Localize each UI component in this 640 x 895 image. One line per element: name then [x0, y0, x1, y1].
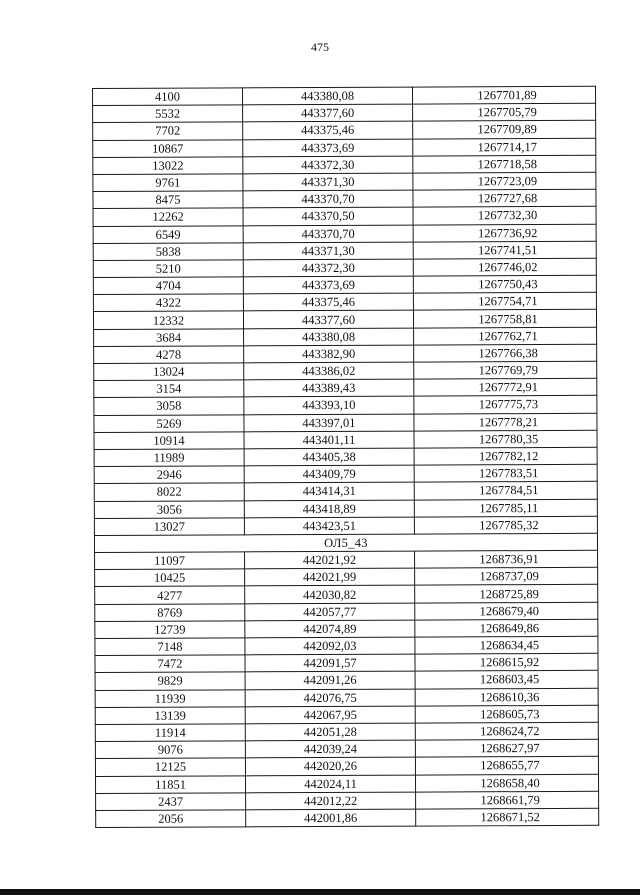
point-number-cell: 5210	[93, 260, 243, 278]
x-coordinate-cell: 442076,75	[245, 689, 415, 707]
point-number-cell: 7148	[95, 638, 245, 656]
y-coordinate-cell: 1267782,12	[414, 447, 597, 465]
x-coordinate-cell: 442001,86	[246, 809, 416, 827]
y-coordinate-cell: 1267783,51	[414, 464, 597, 482]
point-number-cell: 9761	[93, 174, 243, 192]
y-coordinate-cell: 1267750,43	[413, 275, 596, 293]
table-row	[93, 207, 596, 226]
table-row	[94, 327, 597, 346]
y-coordinate-cell: 1267714,17	[413, 138, 596, 156]
point-number-cell: 5269	[94, 414, 244, 432]
point-number-cell: 8475	[93, 191, 243, 209]
point-number-cell: 10914	[94, 432, 244, 450]
y-coordinate-cell: 1267769,79	[414, 361, 597, 379]
y-coordinate-cell: 1268615,92	[415, 653, 598, 671]
scan-bottom-edge	[0, 889, 640, 895]
table-row	[94, 361, 597, 380]
point-number-cell: 3684	[94, 328, 244, 346]
x-coordinate-cell: 442051,28	[245, 723, 415, 741]
point-number-cell: 9076	[95, 741, 245, 759]
point-number-cell: 3058	[94, 397, 244, 415]
y-coordinate-cell: 1267727,68	[413, 189, 596, 207]
y-coordinate-cell: 1267701,89	[412, 86, 595, 104]
y-coordinate-cell: 1268610,36	[415, 688, 598, 706]
x-coordinate-cell: 443373,69	[243, 139, 413, 157]
x-coordinate-cell: 443382,90	[244, 345, 414, 363]
point-number-cell: 8769	[95, 603, 245, 621]
y-coordinate-cell: 1268736,91	[415, 550, 598, 568]
x-coordinate-cell: 443377,60	[243, 104, 413, 122]
x-coordinate-cell: 443377,60	[243, 311, 413, 329]
point-number-cell: 4704	[93, 277, 243, 295]
x-coordinate-cell: 442024,11	[246, 775, 416, 793]
x-coordinate-cell: 443380,08	[244, 328, 414, 346]
point-number-cell: 3056	[94, 500, 244, 518]
table-row	[93, 189, 596, 208]
x-coordinate-cell: 442030,82	[245, 586, 415, 604]
table-row	[94, 516, 597, 535]
point-number-cell: 11939	[95, 689, 245, 707]
y-coordinate-cell: 1268679,40	[415, 602, 598, 620]
y-coordinate-cell: 1267741,51	[413, 241, 596, 259]
y-coordinate-cell: 1268627,97	[415, 739, 598, 757]
point-number-cell: 13024	[94, 363, 244, 381]
table-row	[93, 258, 596, 277]
x-coordinate-cell: 443386,02	[244, 362, 414, 380]
y-coordinate-cell: 1268649,86	[415, 619, 598, 637]
point-number-cell: 4100	[93, 88, 243, 106]
point-number-cell: 13139	[95, 707, 245, 725]
table-row	[93, 103, 596, 122]
table-row	[93, 224, 596, 243]
y-coordinate-cell: 1267780,35	[414, 430, 597, 448]
point-number-cell: 13022	[93, 157, 243, 175]
y-coordinate-cell: 1268737,09	[415, 568, 598, 586]
section-label: ОЛ5_43	[94, 533, 597, 552]
x-coordinate-cell: 443373,69	[243, 276, 413, 294]
y-coordinate-cell: 1268655,77	[415, 757, 598, 775]
table-row	[94, 464, 597, 483]
table-row	[95, 653, 598, 672]
point-number-cell: 12262	[93, 208, 243, 226]
y-coordinate-cell: 1267785,32	[414, 516, 597, 534]
page-number: 475	[311, 40, 329, 54]
y-coordinate-cell: 1267705,79	[413, 103, 596, 121]
point-number-cell: 12332	[93, 311, 243, 329]
x-coordinate-cell: 443380,08	[243, 87, 413, 105]
coordinates-table-container	[92, 86, 598, 828]
point-number-cell: 4278	[94, 346, 244, 364]
y-coordinate-cell: 1267784,51	[414, 482, 597, 500]
point-number-cell: 11989	[94, 449, 244, 467]
table-row	[93, 241, 596, 260]
x-coordinate-cell: 443423,51	[244, 517, 414, 535]
table-row	[95, 757, 598, 776]
y-coordinate-cell: 1268671,52	[416, 808, 599, 826]
table-row	[94, 499, 597, 518]
x-coordinate-cell: 442039,24	[245, 740, 415, 758]
table-row	[94, 447, 597, 466]
point-number-cell: 4322	[93, 294, 243, 312]
point-number-cell: 2056	[96, 810, 246, 828]
x-coordinate-cell: 442091,57	[245, 654, 415, 672]
x-coordinate-cell: 443418,89	[244, 500, 414, 518]
x-coordinate-cell: 443371,30	[243, 242, 413, 260]
table-row	[95, 602, 598, 621]
y-coordinate-cell: 1267746,02	[413, 258, 596, 276]
x-coordinate-cell: 442092,03	[245, 637, 415, 655]
x-coordinate-cell: 443375,46	[243, 293, 413, 311]
x-coordinate-cell: 443372,30	[243, 259, 413, 277]
y-coordinate-cell: 1267772,91	[414, 378, 597, 396]
table-row	[95, 739, 598, 758]
table-row	[93, 121, 596, 140]
point-number-cell: 6549	[93, 225, 243, 243]
x-coordinate-cell: 442021,92	[245, 551, 415, 569]
y-coordinate-cell: 1268658,40	[415, 774, 598, 792]
x-coordinate-cell: 443409,79	[244, 465, 414, 483]
table-row	[95, 568, 598, 587]
point-number-cell: 8022	[94, 483, 244, 501]
y-coordinate-cell: 1268634,45	[415, 636, 598, 654]
table-row	[96, 791, 599, 810]
x-coordinate-cell: 443405,38	[244, 448, 414, 466]
point-number-cell: 11914	[95, 724, 245, 742]
y-coordinate-cell: 1267754,71	[413, 293, 596, 311]
y-coordinate-cell: 1268624,72	[415, 722, 598, 740]
table-row	[95, 688, 598, 707]
point-number-cell: 13027	[94, 518, 244, 536]
table-row	[94, 396, 597, 415]
table-row	[96, 808, 599, 827]
point-number-cell: 10425	[95, 569, 245, 587]
x-coordinate-cell: 443370,50	[243, 207, 413, 225]
x-coordinate-cell: 443370,70	[243, 190, 413, 208]
point-number-cell: 5838	[93, 243, 243, 261]
y-coordinate-cell: 1267785,11	[414, 499, 597, 517]
y-coordinate-cell: 1267718,58	[413, 155, 596, 173]
table-row	[95, 636, 598, 655]
y-coordinate-cell: 1267778,21	[414, 413, 597, 431]
point-number-cell: 11097	[95, 552, 245, 570]
point-number-cell: 12739	[95, 621, 245, 639]
x-coordinate-cell: 443375,46	[243, 121, 413, 139]
y-coordinate-cell: 1267709,89	[413, 121, 596, 139]
table-row	[95, 722, 598, 741]
x-coordinate-cell: 443372,30	[243, 156, 413, 174]
point-number-cell: 7472	[95, 655, 245, 673]
x-coordinate-cell: 442074,89	[245, 620, 415, 638]
table-row	[95, 585, 598, 604]
point-number-cell: 9829	[95, 672, 245, 690]
x-coordinate-cell: 443393,10	[244, 396, 414, 414]
point-number-cell: 5532	[93, 105, 243, 123]
x-coordinate-cell: 442020,26	[245, 757, 415, 775]
point-number-cell: 10867	[93, 139, 243, 157]
y-coordinate-cell: 1268661,79	[416, 791, 599, 809]
point-number-cell: 2946	[94, 466, 244, 484]
y-coordinate-cell: 1267766,38	[414, 344, 597, 362]
point-number-cell: 4277	[95, 586, 245, 604]
y-coordinate-cell: 1268605,73	[415, 705, 598, 723]
x-coordinate-cell: 443397,01	[244, 414, 414, 432]
x-coordinate-cell: 443370,70	[243, 225, 413, 243]
coordinates-table	[92, 86, 599, 828]
table-row	[96, 774, 599, 793]
point-number-cell: 7702	[93, 122, 243, 140]
table-row	[93, 275, 596, 294]
x-coordinate-cell: 443389,43	[244, 379, 414, 397]
section-row	[94, 533, 597, 552]
table-row	[95, 671, 598, 690]
x-coordinate-cell: 442091,26	[245, 671, 415, 689]
point-number-cell: 12125	[95, 758, 245, 776]
y-coordinate-cell: 1267723,09	[413, 172, 596, 190]
table-row	[95, 705, 598, 724]
y-coordinate-cell: 1268725,89	[415, 585, 598, 603]
table-row	[93, 138, 596, 157]
y-coordinate-cell: 1267762,71	[414, 327, 597, 345]
table-row	[94, 430, 597, 449]
point-number-cell: 11851	[96, 775, 246, 793]
x-coordinate-cell: 443371,30	[243, 173, 413, 191]
x-coordinate-cell: 442057,77	[245, 603, 415, 621]
y-coordinate-cell: 1268603,45	[415, 671, 598, 689]
table-row	[95, 619, 598, 638]
y-coordinate-cell: 1267775,73	[414, 396, 597, 414]
point-number-cell: 2437	[96, 793, 246, 811]
y-coordinate-cell: 1267736,92	[413, 224, 596, 242]
x-coordinate-cell: 442021,99	[245, 568, 415, 586]
table-row	[94, 378, 597, 397]
y-coordinate-cell: 1267758,81	[413, 310, 596, 328]
table-row	[93, 155, 596, 174]
table-row	[94, 344, 597, 363]
table-row	[93, 172, 596, 191]
table-row	[94, 482, 597, 501]
coordinates-table-body	[93, 86, 599, 827]
table-row	[93, 293, 596, 312]
table-row	[93, 310, 596, 329]
table-row	[95, 550, 598, 569]
table-row	[94, 413, 597, 432]
x-coordinate-cell: 443401,11	[244, 431, 414, 449]
y-coordinate-cell: 1267732,30	[413, 207, 596, 225]
table-row	[93, 86, 596, 105]
point-number-cell: 3154	[94, 380, 244, 398]
x-coordinate-cell: 442067,95	[245, 706, 415, 724]
x-coordinate-cell: 442012,22	[246, 792, 416, 810]
x-coordinate-cell: 443414,31	[244, 482, 414, 500]
